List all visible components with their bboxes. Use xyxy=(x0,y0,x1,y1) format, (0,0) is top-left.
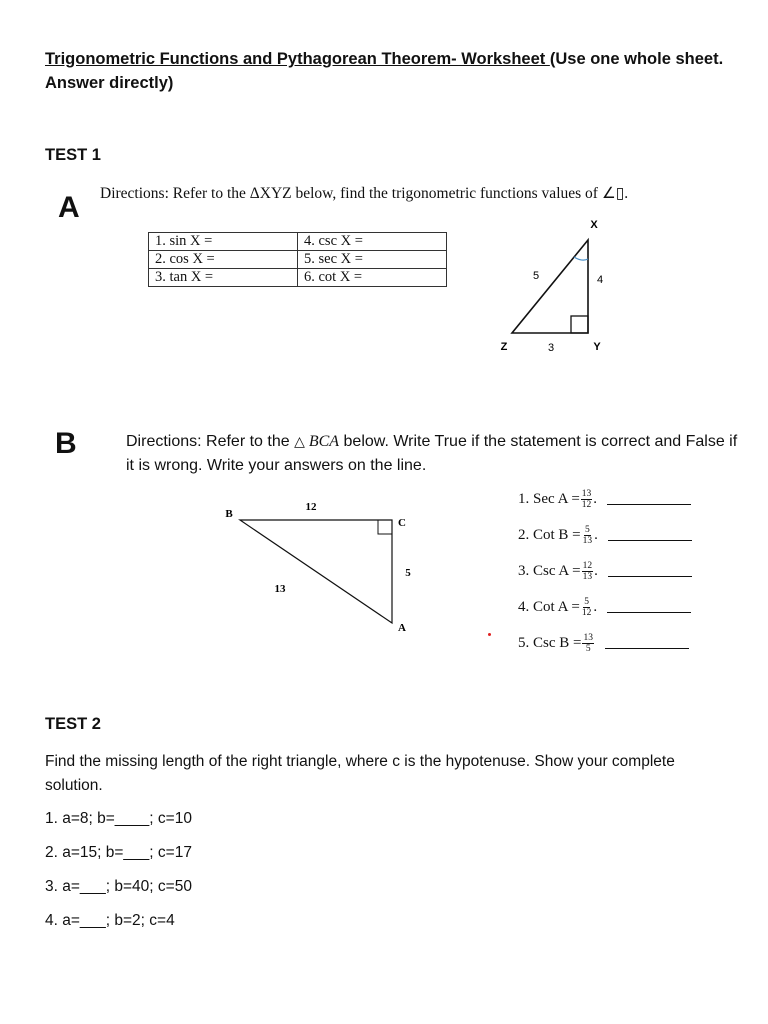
right-angle-mark xyxy=(571,316,588,333)
trig-function-table xyxy=(148,232,447,287)
directions-text-end: below. Write True if the statement is correct and False if it is wrong. Write your answers on the line. xyxy=(126,433,738,474)
title-instructions: (Use one whole sheet. Answer directly) xyxy=(45,50,724,92)
test2-heading: TEST 2 xyxy=(45,715,101,733)
table-row xyxy=(149,251,447,269)
answer-line[interactable] xyxy=(607,494,691,505)
fraction-numerator: 13 xyxy=(581,489,592,499)
test2-item-3: 3. a=___; b=40; c=50 xyxy=(45,878,192,895)
statement-3: 3. Csc A = $\frac{12}{13}$ . xyxy=(518,561,692,582)
vertex-y-label: Y xyxy=(593,341,601,353)
table-cell: 6. cot X = xyxy=(298,269,447,287)
side-top-label: 12 xyxy=(305,501,317,513)
table-row xyxy=(149,233,447,251)
table-row xyxy=(149,269,447,287)
part-a-letter: A xyxy=(58,191,80,224)
fraction-numerator: 5 xyxy=(585,525,590,535)
table-cell: 2. cos X = xyxy=(149,251,298,269)
triangle-name: BCA xyxy=(304,433,340,450)
table-cell: 3. tan X = xyxy=(149,269,298,287)
part-b-letter: B xyxy=(55,427,77,460)
table-cell: 5. sec X = xyxy=(298,251,447,269)
triangle-xyz xyxy=(512,240,588,333)
statement-5 xyxy=(518,633,689,654)
fraction-denominator: 13 xyxy=(582,536,593,546)
triangle-bca-diagram xyxy=(215,495,425,640)
statement-label: 1. Sec A = xyxy=(518,491,580,507)
statement-label: 2. Cot B = xyxy=(518,527,581,543)
statement-label: 4. Cot A = xyxy=(518,599,580,615)
worksheet-title xyxy=(45,47,735,95)
fraction-denominator: 13 xyxy=(582,572,593,582)
fraction-denominator: 12 xyxy=(581,608,592,618)
fraction-denominator: 12 xyxy=(581,500,592,510)
vertex-b-label: B xyxy=(225,508,233,520)
answer-line[interactable] xyxy=(608,530,692,541)
table-cell: 1. sin X = xyxy=(149,233,298,251)
directions-text-start: Directions: Refer to the xyxy=(126,433,295,450)
side-hypotenuse-label: 13 xyxy=(274,583,286,595)
vertex-c-label: C xyxy=(398,517,406,529)
vertex-x-label: X xyxy=(590,219,598,231)
fraction xyxy=(581,489,593,510)
fraction xyxy=(582,633,594,654)
answer-line[interactable] xyxy=(607,602,691,613)
statement-label: 5. Csc B = xyxy=(518,635,582,651)
test2-item-1: 1. a=8; b=____; c=10 xyxy=(45,810,192,827)
fraction-numerator: 12 xyxy=(582,561,593,571)
vertex-z-label: Z xyxy=(500,341,508,353)
answer-line[interactable] xyxy=(608,566,692,577)
side-right-label: 5 xyxy=(405,567,411,579)
fraction-numerator: 5 xyxy=(584,597,589,607)
answer-line[interactable] xyxy=(605,638,689,649)
right-angle-mark xyxy=(378,520,392,534)
fraction-denominator: 5 xyxy=(585,644,591,654)
test2-instructions: Find the missing length of the right triangle, where c is the hypotenuse. Show your complete solution. xyxy=(45,753,675,794)
title-main: Trigonometric Functions and Pythagorean Theorem- Worksheet xyxy=(45,50,550,68)
fraction xyxy=(581,597,593,618)
test2-item-2: 2. a=15; b=___; c=17 xyxy=(45,844,192,861)
side-hypotenuse-label: 5 xyxy=(532,270,540,282)
fraction xyxy=(582,525,594,546)
statement-1: 1. Sec A = $\frac{13}{12}$ . xyxy=(518,489,691,510)
statement-4: 4. Cot A = $\frac{5}{12}$ . xyxy=(518,597,691,618)
table-cell: 4. csc X = xyxy=(298,233,447,251)
red-dot-marker xyxy=(488,633,491,636)
vertex-a-label: A xyxy=(398,622,406,634)
part-a-directions: Directions: Refer to the ΔXYZ below, find the trigonometric functions values of ∠▯. xyxy=(100,185,629,202)
part-b-directions xyxy=(126,430,746,477)
fraction xyxy=(582,561,594,582)
fraction-numerator: 13 xyxy=(583,633,593,643)
angle-x-arc xyxy=(574,257,588,260)
statement-2: 2. Cot B = $\frac{5}{13}$ . xyxy=(518,525,692,546)
side-vertical-label: 4 xyxy=(596,274,604,286)
statement-label: 3. Csc A = xyxy=(518,563,581,579)
triangle-symbol: △ xyxy=(294,434,305,450)
triangle-bca xyxy=(240,520,392,623)
test1-heading: TEST 1 xyxy=(45,146,101,164)
side-base-label: 3 xyxy=(547,342,555,354)
triangle-xyz-diagram xyxy=(490,210,620,360)
test2-item-4: 4. a=___; b=2; c=4 xyxy=(45,912,175,929)
